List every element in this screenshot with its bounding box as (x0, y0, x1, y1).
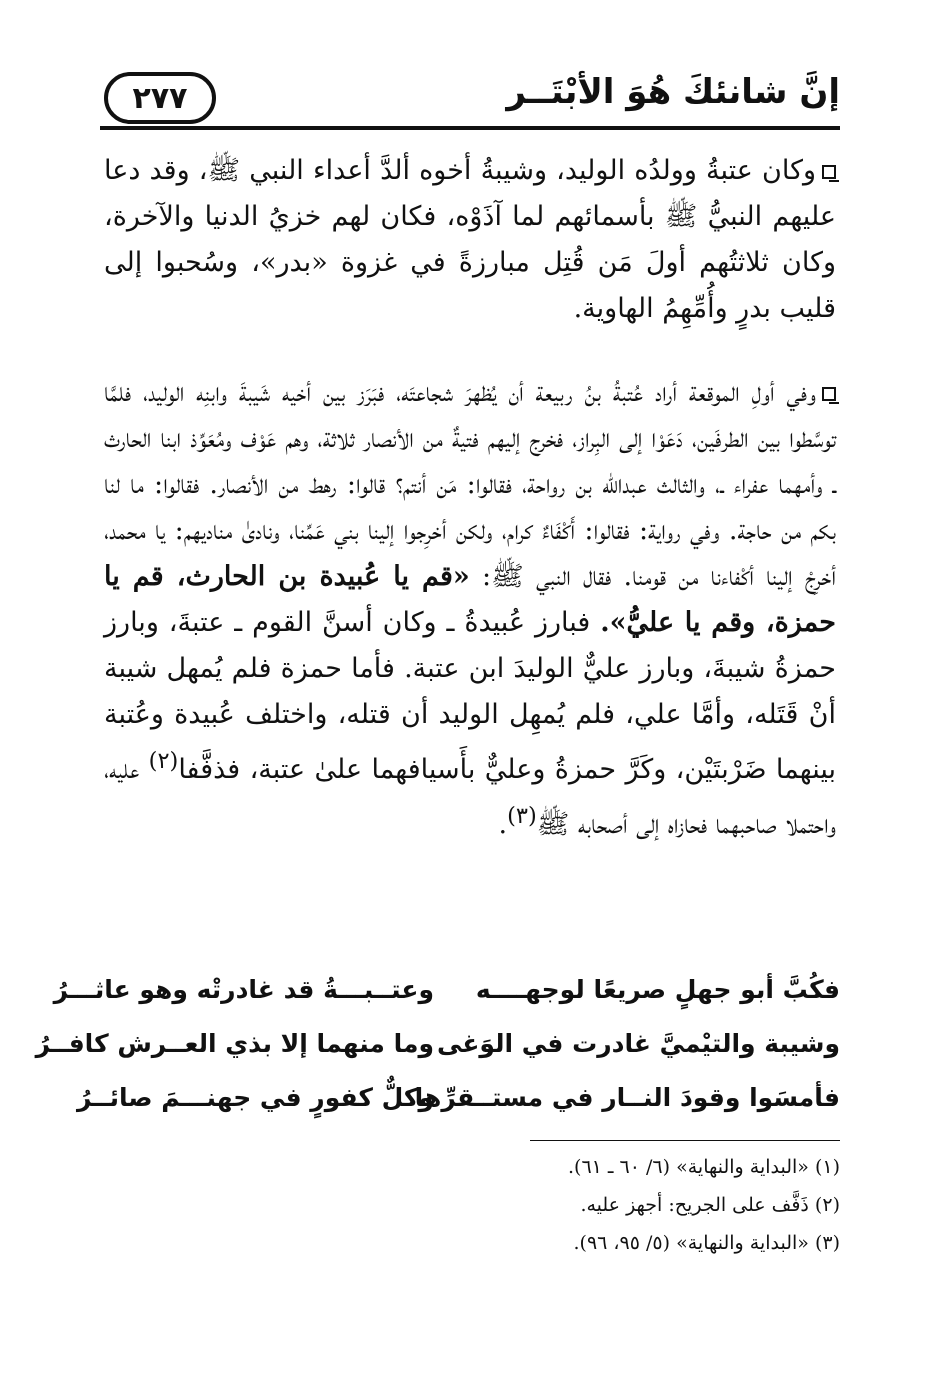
footnote-1: (١) «البداية والنهاية» (٦/ ٦٠ ـ ٦١). (568, 1156, 840, 1178)
poem-hemistich-second: وكلٌّ كفورٍ في جهنـــمَ صائــرُ (76, 1082, 434, 1112)
footnote-ref-3: (٣) (507, 803, 537, 829)
poem-verse (53, 962, 840, 1016)
paragraph-1 (104, 148, 836, 332)
paragraph-3-text: فبارز عُبيدةُ ـ وكان أسنَّ القوم ـ عتبةَ، وبارز حمزةُ شيبةَ، وبارز عليٌّ الوليدَ ابن عتبة. فأما حمزة فلم يُمهل شيبة أنْ قَتَله، وأمَّا علي، فلم يُمهِل الوليد أن قتله، واختلف عُبيدة وعُتبة بينهما ضَرْبتَيْن، وكَرَّ حمزةُ وعليٌّ بأَسيافهما علىٰ عتبة، فذفَّفا (104, 607, 836, 785)
prophet-quote: «قم يا عُبيدة بن الحارث، قم يا حمزة، وقم يا عليُّ». (104, 561, 836, 638)
poem-hemistich-second: وعتــبـــةُ قد غادرتْه وهو عاثـــرُ (53, 974, 434, 1004)
poem-hemistich-second: وما منهما إلا بذي العــرش كافــرُ (35, 1028, 434, 1058)
poem-hemistich-first: وشيبة والتيْميَّ غادرت في الوَغى (437, 1028, 840, 1058)
poem-hemistich-first: فكُبَّ أبو جهلٍ صريعًا لوجهــــه (475, 974, 840, 1004)
poem-hemistich-first: فأمسَوا وقودَ النــار في مستــقرِّها (414, 1082, 840, 1112)
header-rule (100, 126, 840, 130)
paragraph-2-text: وفي أولِ الموقعة أراد عُتبةُ بنُ ربيعة أن يُظهرَ شجاعتَه، فبَرَز بين أخيه شَيبةَ وابنِه الوليد، فلمَّا توسَّطوا بين الطرفَين، دَعَوْا إلى البِراز، فخرج إليهم فتيةٌ من الأنصار ثلاثة، وهم عَوْف ومُعَوِّذ ابنا الحارث ـ وأمهما عفراء ـ، والثالث عبداللّه بن رواحة، فقالوا: مَن أنتم؟ قالوا: رهط من الأنصار. فقالوا: ما لنا بكم من حاجة. وفي رواية: فقالوا: أَكْفَاءٌ كرام، ولكن أخرِجوا إلينا بني عَمِّنا، ونادىٰ مناديهم: يا محمد، أخرِجْ إلينا أكْفاءنا من قومنا. فقال النبي ﷺ: (104, 377, 836, 592)
honorific-glyph: ﷺ (536, 809, 570, 840)
paragraph-2: وفي أولِ الموقعة أراد عُتبةُ بنُ ربيعة أن يُظهرَ شجاعتَه، فبَرَز بين أخيه شَيبةَ وابنِه الوليد، فلمَّا توسَّطوا بين الطرفَين، دَعَوْا إلى البِراز، فخرج إليهم فتيةٌ من الأنصار ثلاثة، وهم عَوْف ومُعَوِّذ ابنا الحارث ـ وأمهما عفراء ـ، والثالث عبداللّه بن رواحة، فقالوا: مَن أنتم؟ قالوا: رهط من الأنصار. فقالوا: ما لنا بكم من حاجة. وفي رواية: فقالوا: أَكْفَاءٌ كرام، ولكن أخرِجوا إلينا بني عَمِّنا، ونادىٰ مناديهم: يا محمد، أخرِجْ إلينا أكْفاءنا من قومنا. فقال النبي ﷺ: «قم يا عُبيدة بن الحارث، قم يا حمزة، وقم يا عليُّ». فبارز عُبيدةُ ـ وكان أسنَّ القوم ـ عتبةَ، وبارز حمزةُ شيبةَ، وبارز عليٌّ الوليدَ ابن عتبة. فأما حمزة فلم يُمهل شيبة أنْ قَتَله، وأمَّا علي، فلم يُمهِل الوليد أن قتله، واختلف عُبيدة وعُتبة بينهما ضَرْبتَيْن، وكَرَّ حمزةُ وعليٌّ بأَسيافهما علىٰ عتبة، فذفَّفا$^{(٢)}$ عليه، واحتملا صاحبهما فحازاه إلى أصحابه ﷺ$^{(٣)}$. (104, 377, 836, 840)
footnote-rule (530, 1140, 840, 1141)
footnote-2: (٢) ذَفَّف على الجريح: أجهز عليه. (580, 1194, 840, 1216)
poem (35, 962, 840, 1124)
paragraph-1-text: وكان عتبةُ وولدُه الوليد، وشيبةُ أخوه ألدَّ أعداء النبي ﷺ، وقد دعا عليهم النبيُّ ﷺ بأسمائهم لما آذَوْه، فكان لهم خزيُ الدنيا والآخرة، وكان ثلاثتُهم أولَ مَن قُتِل مبارزةً في غزوة «بدر»، وسُحبوا إلى قليب بدرٍ وأُمِّهِمُ الهاوية. (104, 155, 836, 324)
paragraph-4-text: عليه، واحتملا صاحبهما فحازاه إلى أصحابه (104, 754, 836, 840)
running-title: إنَّ شانئكَ هُوَ الأبْتَــر (506, 72, 840, 112)
poem-verse (76, 1070, 840, 1124)
page-header (100, 60, 840, 130)
footnote-ref-2: (٢) (148, 748, 179, 774)
footnotes (108, 1148, 840, 1262)
page-number: ٢٧٧ (104, 72, 216, 124)
poem-verse (35, 1016, 840, 1070)
footnote-3: (٣) «البداية والنهاية» (٥/ ٩٥، ٩٦). (573, 1232, 840, 1254)
paragraph-marker-icon (822, 387, 836, 401)
paragraph-marker-icon (822, 165, 836, 179)
